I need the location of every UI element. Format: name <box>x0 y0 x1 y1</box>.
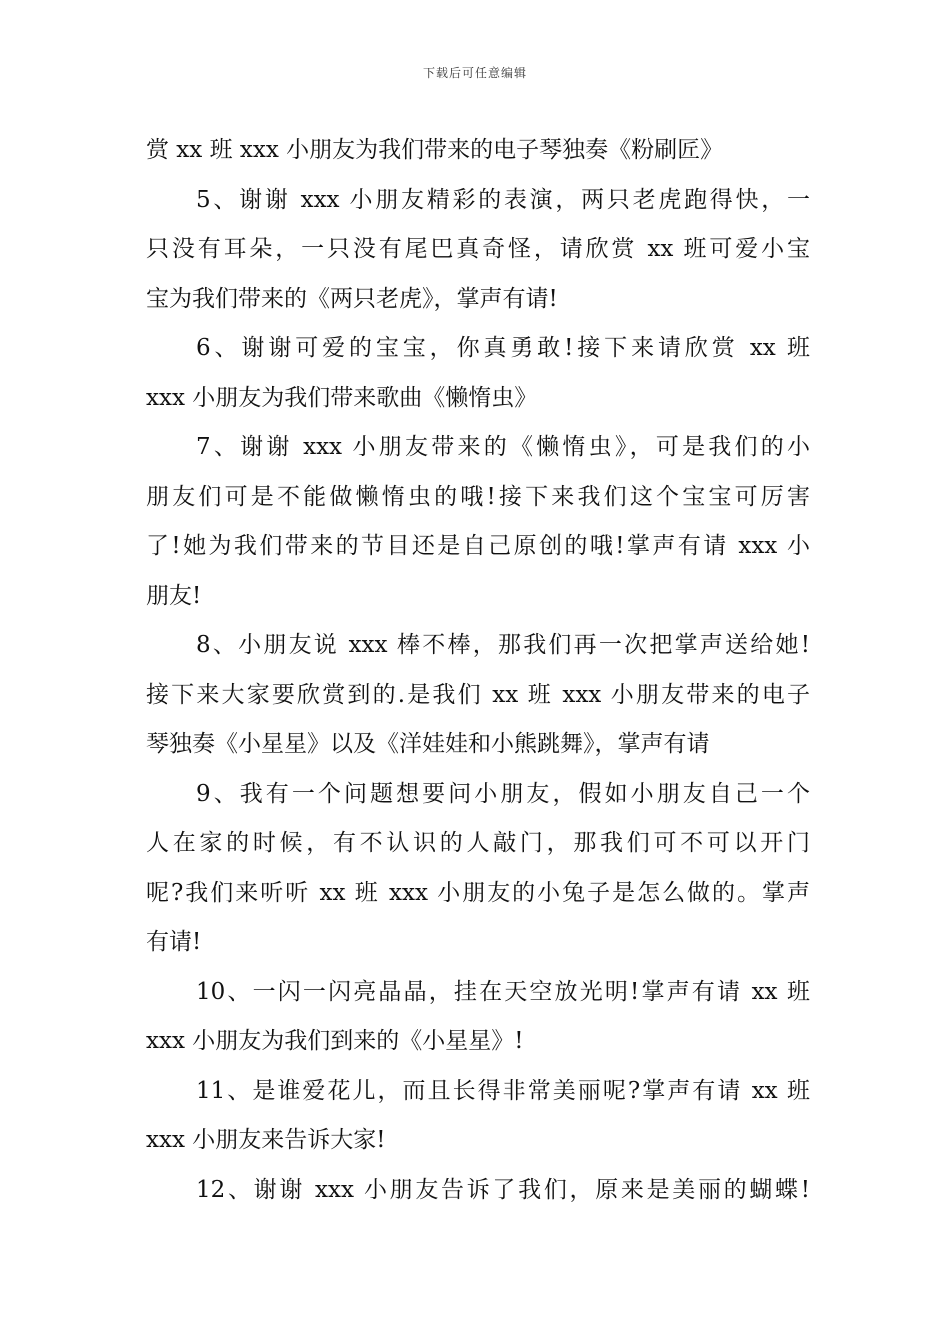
text-line: 接下来大家要欣赏到的.是我们 xx 班 xxx 小朋友带来的电子 <box>146 681 810 708</box>
text-line: 呢?我们来听听 xx 班 xxx 小朋友的小兔子是怎么做的。掌声 <box>146 879 810 906</box>
page-header: 下载后可任意编辑 <box>422 66 527 80</box>
paragraph-12-start: 12、谢谢 xxx 小朋友告诉了我们，原来是美丽的蝴蝶! <box>196 1176 810 1203</box>
paragraph-9-start: 9、我有一个问题想要问小朋友，假如小朋友自己一个 <box>196 780 810 807</box>
paragraph-7-start: 7、谢谢 xxx 小朋友带来的《懒惰虫》，可是我们的小 <box>196 434 810 460</box>
text-line: 琴独奏《小星星》以及《洋娃娃和小熊跳舞》，掌声有请 <box>146 731 710 757</box>
text-line: 只没有耳朵，一只没有尾巴真奇怪，请欣赏 xx 班可爱小宝 <box>146 236 810 262</box>
text-line: 宝为我们带来的《两只老虎》，掌声有请! <box>146 285 558 312</box>
paragraph-8-start: 8、小朋友说 xxx 棒不棒，那我们再一次把掌声送给她! <box>196 632 810 658</box>
text-line: 人在家的时候，有不认识的人敲门，那我们可不可以开门 <box>146 830 810 856</box>
paragraph-6-start: 6、谢谢可爱的宝宝，你真勇敢!接下来请欣赏 xx 班 <box>196 335 810 361</box>
paragraph-11-start: 11、是谁爱花儿，而且长得非常美丽呢?掌声有请 xx 班 <box>196 1077 810 1104</box>
text-line: xxx 小朋友来告诉大家! <box>146 1127 386 1153</box>
text-line: xxx 小朋友为我们到来的《小星星》! <box>146 1028 524 1054</box>
document-body <box>146 126 810 1215</box>
text-line: 了!她为我们带来的节目还是自己原创的哦!掌声有请 xxx 小 <box>146 533 810 559</box>
paragraph-10-start: 10、一闪一闪亮晶晶，挂在天空放光明!掌声有请 xx 班 <box>196 978 810 1005</box>
paragraph-5-start: 5、谢谢 xxx 小朋友精彩的表演，两只老虎跑得快，一 <box>196 186 810 213</box>
text-line: 朋友! <box>146 582 202 609</box>
text-line: 赏 xx 班 xxx 小朋友为我们带来的电子琴独奏《粉刷匠》 <box>146 137 724 163</box>
text-line: 有请! <box>146 929 202 955</box>
text-line: 朋友们可是不能做懒惰虫的哦!接下来我们这个宝宝可厉害 <box>146 483 810 510</box>
text-line: xxx 小朋友为我们带来歌曲《懒惰虫》 <box>146 384 538 411</box>
